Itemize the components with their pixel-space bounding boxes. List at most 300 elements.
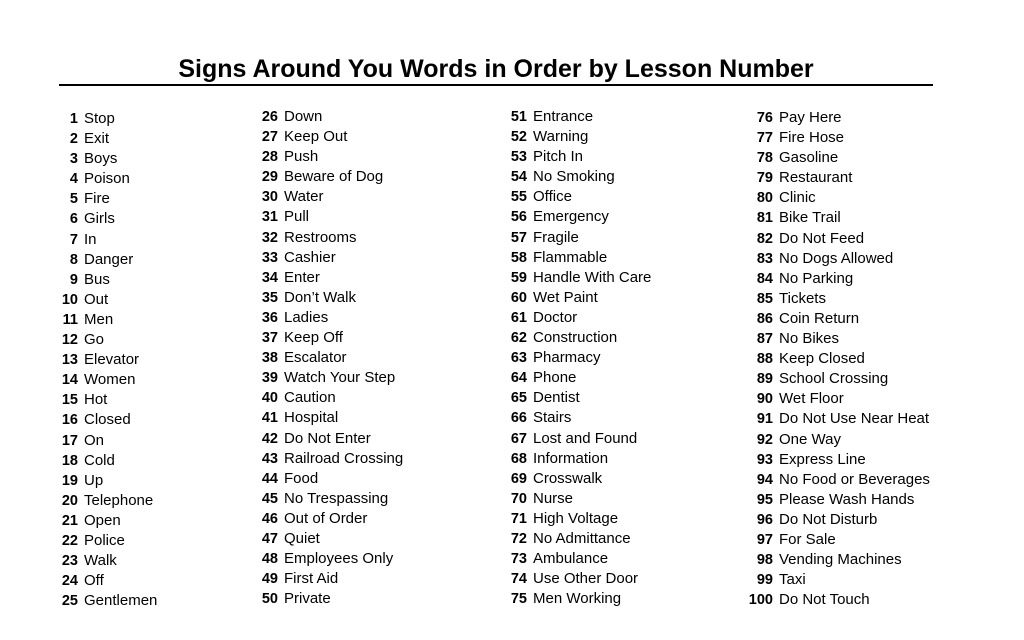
lesson-number: 32 [261, 229, 278, 246]
lesson-number: 21 [61, 512, 78, 529]
sign-word: Office [533, 188, 572, 206]
list-item [747, 550, 930, 570]
sign-word: Gentlemen [84, 592, 158, 610]
sign-word: No Trespassing [284, 489, 389, 507]
lesson-number: 42 [261, 430, 278, 447]
sign-word: Danger [84, 250, 134, 268]
title-underline [59, 84, 933, 86]
lesson-number: 61 [510, 309, 527, 326]
lesson-number: 18 [61, 452, 78, 469]
sign-word: Out [84, 290, 109, 308]
lesson-number: 36 [261, 309, 278, 326]
lesson-number: 89 [756, 371, 773, 388]
sign-word: Boys [84, 150, 118, 168]
lesson-number: 31 [261, 209, 278, 226]
list-item [502, 408, 651, 428]
sign-word: Lost and Found [533, 429, 638, 447]
lesson-number: 35 [261, 289, 278, 306]
list-item [502, 489, 651, 509]
sign-word: Closed [84, 411, 131, 429]
list-item [57, 471, 157, 491]
sign-word: Food [284, 469, 319, 487]
list-item [253, 388, 403, 408]
sign-word: Bike Trail [779, 209, 841, 227]
sign-word: Gasoline [779, 149, 839, 167]
lesson-number: 60 [510, 289, 527, 306]
list-item [57, 551, 157, 571]
sign-word: Construction [533, 329, 618, 347]
sign-word: Dentist [533, 389, 580, 407]
sign-word: Water [284, 188, 324, 206]
list-item [57, 209, 157, 229]
lesson-number: 39 [261, 370, 278, 387]
lesson-number: 73 [510, 551, 527, 568]
sign-word: Wet Floor [779, 390, 844, 408]
sign-word: Please Wash Hands [779, 490, 915, 508]
list-item [747, 188, 930, 208]
sign-word: Telephone [84, 491, 154, 509]
sign-word: Express Line [779, 450, 866, 468]
list-item [747, 289, 930, 309]
lesson-number: 26 [261, 109, 278, 125]
lesson-number: 12 [61, 332, 78, 349]
lesson-number: 40 [261, 390, 278, 407]
lesson-number: 10 [61, 291, 78, 308]
list-item [57, 230, 157, 250]
lesson-number: 28 [261, 149, 278, 166]
lesson-number: 43 [261, 450, 278, 467]
list-item [502, 107, 651, 127]
sign-word: Ambulance [533, 550, 609, 568]
list-item [502, 127, 651, 147]
sign-word: Down [284, 108, 323, 125]
list-item [57, 511, 157, 531]
list-item [57, 129, 157, 149]
list-item [747, 148, 930, 168]
list-item [747, 369, 930, 389]
list-item [253, 348, 403, 368]
sign-word: No Parking [779, 269, 854, 287]
list-item [747, 269, 930, 289]
lesson-number: 19 [61, 472, 78, 489]
lesson-number: 3 [69, 151, 78, 168]
lesson-number: 86 [756, 310, 773, 327]
list-item [57, 410, 157, 430]
lesson-number: 59 [510, 269, 527, 286]
sign-word: Doctor [533, 308, 578, 326]
list-item [253, 569, 403, 589]
sign-word: Quiet [284, 529, 320, 547]
list-item [57, 431, 157, 451]
lesson-number: 5 [69, 191, 78, 208]
lesson-number: 87 [756, 331, 773, 348]
list-item [253, 589, 403, 609]
lesson-number: 97 [756, 531, 773, 548]
list-item [502, 429, 651, 449]
lesson-number: 53 [510, 149, 527, 166]
list-item [747, 349, 930, 369]
lesson-number: 20 [61, 492, 78, 509]
list-item [747, 128, 930, 148]
lesson-number: 9 [69, 271, 78, 288]
list-item [747, 470, 930, 490]
list-item [253, 328, 403, 348]
list-item [253, 107, 403, 127]
lesson-number: 84 [756, 270, 773, 287]
lesson-number: 25 [61, 593, 78, 610]
sign-word: Women [84, 371, 136, 389]
sign-word: For Sale [779, 530, 836, 548]
list-item [253, 308, 403, 328]
lesson-number: 62 [510, 330, 527, 347]
list-item [253, 408, 403, 428]
lesson-number: 7 [69, 231, 78, 248]
word-column-1 [57, 109, 157, 611]
sign-word: Elevator [84, 351, 140, 369]
lesson-number: 47 [261, 530, 278, 547]
lesson-number: 37 [261, 330, 278, 347]
sign-word: Beware of Dog [284, 168, 384, 186]
lesson-number: 27 [261, 129, 278, 146]
list-item [57, 571, 157, 591]
list-item [253, 429, 403, 449]
lesson-number: 83 [756, 250, 773, 267]
lesson-number: 93 [756, 451, 773, 468]
sign-word: Vending Machines [779, 551, 902, 569]
lesson-number: 95 [756, 491, 773, 508]
list-item [57, 531, 157, 551]
sign-word: Men [84, 310, 114, 328]
list-item [57, 270, 157, 290]
list-item [57, 451, 157, 471]
lesson-number: 63 [510, 350, 527, 367]
list-item [253, 529, 403, 549]
sign-word: Hospital [284, 409, 339, 427]
list-item [502, 328, 651, 348]
lesson-number: 66 [510, 410, 527, 427]
list-item [747, 168, 930, 188]
lesson-number: 30 [261, 189, 278, 206]
lesson-number: 91 [756, 411, 773, 428]
list-item [57, 370, 157, 390]
sign-word: Keep Off [284, 329, 343, 347]
list-item [747, 329, 930, 349]
list-item [253, 368, 403, 388]
list-item [57, 189, 157, 209]
list-item [747, 389, 930, 409]
lesson-number: 54 [510, 169, 527, 186]
sign-word: Walk [84, 552, 117, 570]
sign-word: Enter [284, 268, 320, 286]
list-item [253, 469, 403, 489]
lesson-number: 13 [61, 352, 78, 369]
list-item [502, 308, 651, 328]
lesson-number: 15 [61, 392, 78, 409]
list-item [502, 368, 651, 388]
sign-word: Fire [84, 190, 110, 208]
lesson-number: 56 [510, 209, 527, 226]
word-column-3 [502, 107, 651, 609]
sign-word: Use Other Door [533, 570, 639, 588]
lesson-number: 69 [510, 470, 527, 487]
list-item [747, 450, 930, 470]
list-item [253, 489, 403, 509]
list-item [502, 268, 651, 288]
lesson-number: 11 [62, 311, 78, 328]
lesson-number: 74 [510, 571, 527, 588]
list-item [253, 449, 403, 469]
sign-word: Poison [84, 170, 130, 188]
list-item [253, 147, 403, 167]
lesson-number: 78 [756, 150, 773, 167]
lesson-number: 96 [756, 511, 773, 528]
lesson-number: 6 [69, 211, 78, 228]
list-item [502, 207, 651, 227]
lesson-number: 100 [748, 592, 773, 609]
sign-word: Entrance [533, 108, 594, 125]
list-item [253, 509, 403, 529]
sign-word: School Crossing [779, 370, 889, 388]
sign-word: Bus [84, 270, 110, 288]
lesson-number: 2 [69, 131, 78, 148]
sign-word: Pull [284, 208, 310, 226]
list-item [57, 250, 157, 270]
sign-word: Restaurant [779, 169, 853, 187]
sign-word: Stairs [533, 409, 572, 427]
list-item [502, 228, 651, 248]
lesson-number: 85 [756, 290, 773, 307]
list-item [57, 169, 157, 189]
sign-word: Do Not Disturb [779, 510, 878, 528]
lesson-number: 4 [69, 171, 78, 188]
lesson-number: 64 [510, 370, 527, 387]
sign-word: No Admittance [533, 529, 631, 547]
lesson-number: 52 [510, 129, 527, 146]
lesson-number: 77 [756, 130, 773, 147]
lesson-number: 17 [61, 432, 78, 449]
list-item [502, 469, 651, 489]
sign-word: Up [84, 471, 104, 489]
list-item [253, 187, 403, 207]
sign-word: Phone [533, 369, 577, 387]
lesson-number: 1 [69, 111, 78, 127]
list-item [747, 490, 930, 510]
list-item [502, 187, 651, 207]
sign-word: Handle With Care [533, 268, 652, 286]
sign-word: Keep Closed [779, 350, 865, 368]
lesson-number: 34 [261, 269, 278, 286]
list-item [57, 109, 157, 129]
list-item [57, 290, 157, 310]
sign-word: Caution [284, 389, 336, 407]
sign-word: Pharmacy [533, 349, 601, 367]
sign-word: Men Working [533, 590, 622, 608]
lesson-number: 44 [261, 470, 278, 487]
list-item [57, 390, 157, 410]
lesson-number: 8 [69, 251, 78, 268]
lesson-number: 45 [261, 490, 278, 507]
sign-word: Pitch In [533, 148, 584, 166]
page-title: Signs Around You Words in Order by Lesson Number [178, 55, 814, 83]
sign-word: Flammable [533, 248, 608, 266]
sign-word: Do Not Enter [284, 429, 371, 447]
lesson-number: 99 [756, 572, 773, 589]
lesson-number: 38 [261, 350, 278, 367]
sign-word: First Aid [284, 570, 339, 588]
list-item [253, 167, 403, 187]
sign-word: No Food or Beverages [779, 470, 930, 488]
lesson-number: 92 [756, 431, 773, 448]
list-item [502, 449, 651, 469]
list-item [253, 248, 403, 268]
sign-word: Push [284, 148, 319, 166]
list-item [502, 509, 651, 529]
sign-word: Pay Here [779, 109, 842, 126]
lesson-number: 55 [510, 189, 527, 206]
sign-word: Railroad Crossing [284, 449, 404, 467]
lesson-number: 41 [261, 410, 278, 427]
lesson-number: 70 [510, 490, 527, 507]
sign-word: Cashier [284, 248, 336, 266]
sign-word: Information [533, 449, 609, 467]
lesson-number: 51 [510, 109, 527, 125]
list-item [253, 268, 403, 288]
lesson-number: 23 [61, 553, 78, 570]
lesson-number: 79 [756, 170, 773, 187]
list-item [502, 288, 651, 308]
sign-word: No Bikes [779, 330, 840, 348]
sign-word: Emergency [533, 208, 609, 226]
list-item [502, 248, 651, 268]
list-item [57, 330, 157, 350]
sign-word: Taxi [779, 571, 806, 589]
lesson-number: 24 [61, 573, 78, 590]
lesson-number: 90 [756, 391, 773, 408]
lesson-number: 29 [261, 169, 278, 186]
list-item [57, 350, 157, 370]
sign-word: Don’t Walk [284, 288, 356, 306]
sign-word: Cold [84, 451, 115, 469]
lesson-number: 50 [261, 591, 278, 608]
sign-word: Tickets [779, 289, 826, 307]
lesson-number: 82 [756, 230, 773, 247]
lesson-number: 76 [756, 110, 773, 126]
list-item [747, 249, 930, 269]
sign-word: Watch Your Step [284, 369, 396, 387]
sign-word: Out of Order [284, 509, 368, 527]
list-item [747, 590, 930, 610]
lesson-number: 98 [756, 552, 773, 569]
sign-word: Warning [533, 128, 589, 146]
lesson-number: 46 [261, 510, 278, 527]
word-column-2 [253, 107, 403, 609]
list-item [502, 348, 651, 368]
lesson-number: 49 [261, 571, 278, 588]
list-item [747, 309, 930, 329]
lesson-number: 80 [756, 190, 773, 207]
list-item [57, 591, 157, 611]
lesson-number: 94 [756, 471, 773, 488]
lesson-number: 33 [261, 249, 278, 266]
list-item [502, 147, 651, 167]
sign-word: Do Not Touch [779, 591, 870, 609]
sign-word: Girls [84, 210, 115, 228]
sign-word: Off [84, 572, 104, 590]
list-item [747, 570, 930, 590]
sign-word: Fragile [533, 228, 579, 246]
lesson-number: 75 [510, 591, 527, 608]
list-item [253, 207, 403, 227]
list-item [57, 310, 157, 330]
sign-word: Crosswalk [533, 469, 603, 487]
sign-word: Private [284, 590, 331, 608]
list-item [747, 108, 930, 128]
sign-word: In [84, 230, 97, 248]
sign-word: Go [84, 331, 105, 349]
sign-word: Employees Only [284, 550, 394, 568]
list-item [747, 510, 930, 530]
list-item [253, 549, 403, 569]
sign-word: Do Not Use Near Heat [779, 410, 930, 428]
sign-word: Coin Return [779, 309, 860, 327]
lesson-number: 57 [510, 229, 527, 246]
lesson-number: 67 [510, 430, 527, 447]
list-item [747, 430, 930, 450]
sign-word: Do Not Feed [779, 229, 865, 247]
sign-word: Fire Hose [779, 129, 845, 147]
list-item [502, 569, 651, 589]
list-item [502, 529, 651, 549]
sign-word: Clinic [779, 189, 816, 207]
sign-word: One Way [779, 430, 841, 448]
list-item [502, 388, 651, 408]
sign-word: Wet Paint [533, 288, 598, 306]
lesson-number: 71 [510, 510, 527, 527]
lesson-number: 14 [61, 372, 78, 389]
sign-word: Stop [84, 110, 115, 127]
lesson-number: 81 [756, 210, 773, 227]
sign-word: Restrooms [284, 228, 357, 246]
sign-word: No Dogs Allowed [779, 249, 894, 267]
sign-word: Ladies [284, 308, 329, 326]
sign-word: Police [84, 531, 125, 549]
sign-word: Hot [84, 391, 108, 409]
list-item [747, 229, 930, 249]
list-item [253, 288, 403, 308]
sign-word: Keep Out [284, 128, 348, 146]
sign-word: No Smoking [533, 168, 615, 186]
list-item [57, 149, 157, 169]
lesson-number: 58 [510, 249, 527, 266]
lesson-number: 88 [756, 351, 773, 368]
list-item [253, 127, 403, 147]
sign-word: Escalator [284, 349, 347, 367]
lesson-number: 48 [261, 551, 278, 568]
word-column-4 [747, 108, 930, 610]
list-item [57, 491, 157, 511]
list-item [747, 530, 930, 550]
lesson-number: 65 [510, 390, 527, 407]
list-item [253, 228, 403, 248]
lesson-number: 68 [510, 450, 527, 467]
list-item [747, 409, 930, 429]
list-item [502, 589, 651, 609]
lesson-number: 72 [510, 530, 527, 547]
sign-word: Exit [84, 130, 110, 148]
lesson-number: 22 [61, 532, 78, 549]
list-item [747, 208, 930, 228]
lesson-number: 16 [61, 412, 78, 429]
